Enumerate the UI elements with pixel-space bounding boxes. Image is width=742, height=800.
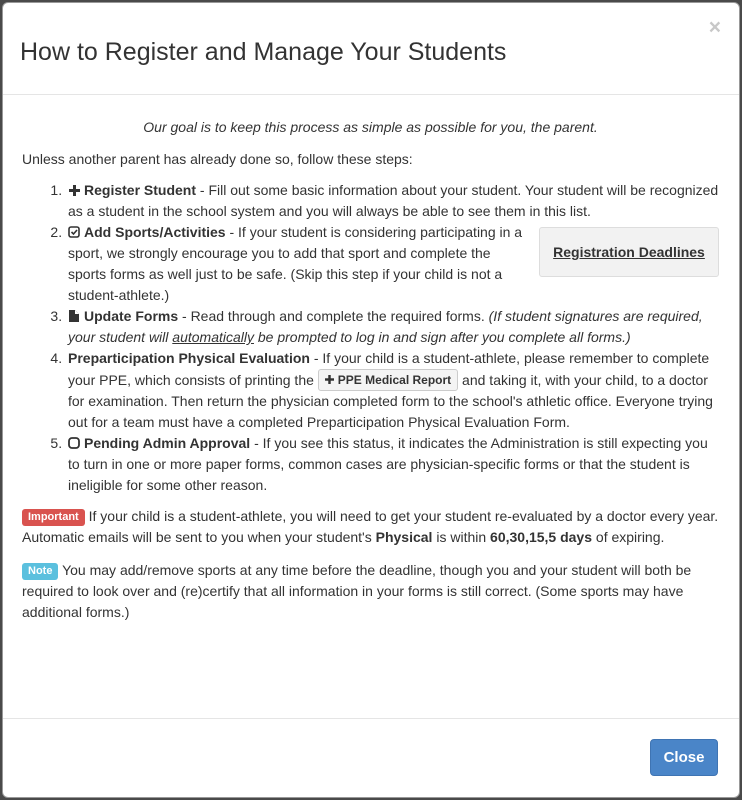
- important-text-b: is within: [432, 529, 491, 545]
- ppe-button-label: PPE Medical Report: [337, 373, 452, 387]
- step-italic-b: be prompted to log in and sign after you complete all forms.): [253, 329, 631, 345]
- deadlines-box: [539, 227, 719, 277]
- important-bold-a: Physical: [375, 529, 433, 545]
- circle-icon: [68, 433, 80, 454]
- close-x-icon[interactable]: ×: [708, 16, 721, 39]
- step-text: - Fill out some basic information about your student. Your student will be recognized as a student in the school system and you will always be able to see them in this list.: [68, 182, 719, 219]
- step-update-forms: [66, 306, 719, 348]
- step-ppe: [66, 348, 719, 433]
- important-text-c: of expiring.: [592, 529, 665, 545]
- ppe-medical-report-button[interactable]: [318, 369, 458, 391]
- registration-deadlines-link[interactable]: Registration Deadlines: [553, 244, 705, 260]
- step-text: - If your student is considering participating in a sport, we strongly encourage you to add that sport and complete the sports forms as well just to be safe. (Skip this step if your child is not a student-athlete.): [68, 224, 523, 303]
- modal-body: [3, 95, 739, 623]
- important-badge: Important: [22, 509, 85, 526]
- step-italic-a: (If student signatures are required, your student will: [68, 308, 703, 345]
- modal-title: How to Register and Manage Your Students: [20, 38, 507, 66]
- check-square-icon: [68, 222, 80, 243]
- step-title: Add Sports/Activities: [84, 224, 226, 240]
- step-text: - If you see this status, it indicates the Administration is still expecting you to turn in one or more paper forms, common cases are physician-specific forms or that the student is ineligible for some other reason.: [68, 435, 708, 493]
- step-text-a: - If your child is a student-athlete, please remember to complete your PPE, which consists of printing the: [68, 350, 710, 388]
- step-add-sports: [66, 222, 719, 306]
- intro-text: Unless another parent has already done so, follow these steps:: [22, 151, 413, 167]
- important-bold-b: 60,30,15,5 days: [490, 529, 593, 545]
- file-icon: [68, 306, 80, 327]
- step-italic-underline: automatically: [172, 329, 254, 345]
- note-text: You may add/remove sports at any time before the deadline, though you and your student will both be required to look over and (re)certify that all information in your forms is still correct. (Some sports may have additional forms.): [22, 562, 692, 620]
- step-title: Update Forms: [84, 308, 179, 324]
- modal-footer: [3, 718, 739, 797]
- steps-list: [22, 180, 719, 496]
- step-title: Pending Admin Approval: [84, 435, 251, 451]
- step-title: Preparticipation Physical Evaluation: [68, 350, 310, 366]
- note-paragraph: [22, 560, 719, 623]
- step-text-b: and taking it, with your child, to a doctor for examination. Then return the physician completed form to the school's athletic office. Everyone trying out for a team must have a completed Preparticipation Physical Evaluation Form.: [68, 372, 713, 430]
- plus-icon: [325, 375, 334, 384]
- step-register-student: [66, 180, 719, 222]
- step-pending-approval: [66, 433, 719, 496]
- goal-text: Our goal is to keep this process as simple as possible for you, the parent.: [143, 119, 598, 135]
- plus-icon: [68, 180, 80, 201]
- step-title: Register Student: [84, 182, 197, 198]
- modal-header: [3, 3, 739, 95]
- register-modal: [2, 2, 740, 798]
- close-button[interactable]: Close: [650, 739, 718, 776]
- important-text-a: If your child is a student-athlete, you will need to get your student re-evaluated by a doctor every year. Automatic emails will be sent to you when your student's: [22, 508, 719, 545]
- important-paragraph: [22, 506, 719, 548]
- step-text: - Read through and complete the required forms.: [178, 308, 489, 324]
- note-badge: Note: [22, 563, 58, 580]
